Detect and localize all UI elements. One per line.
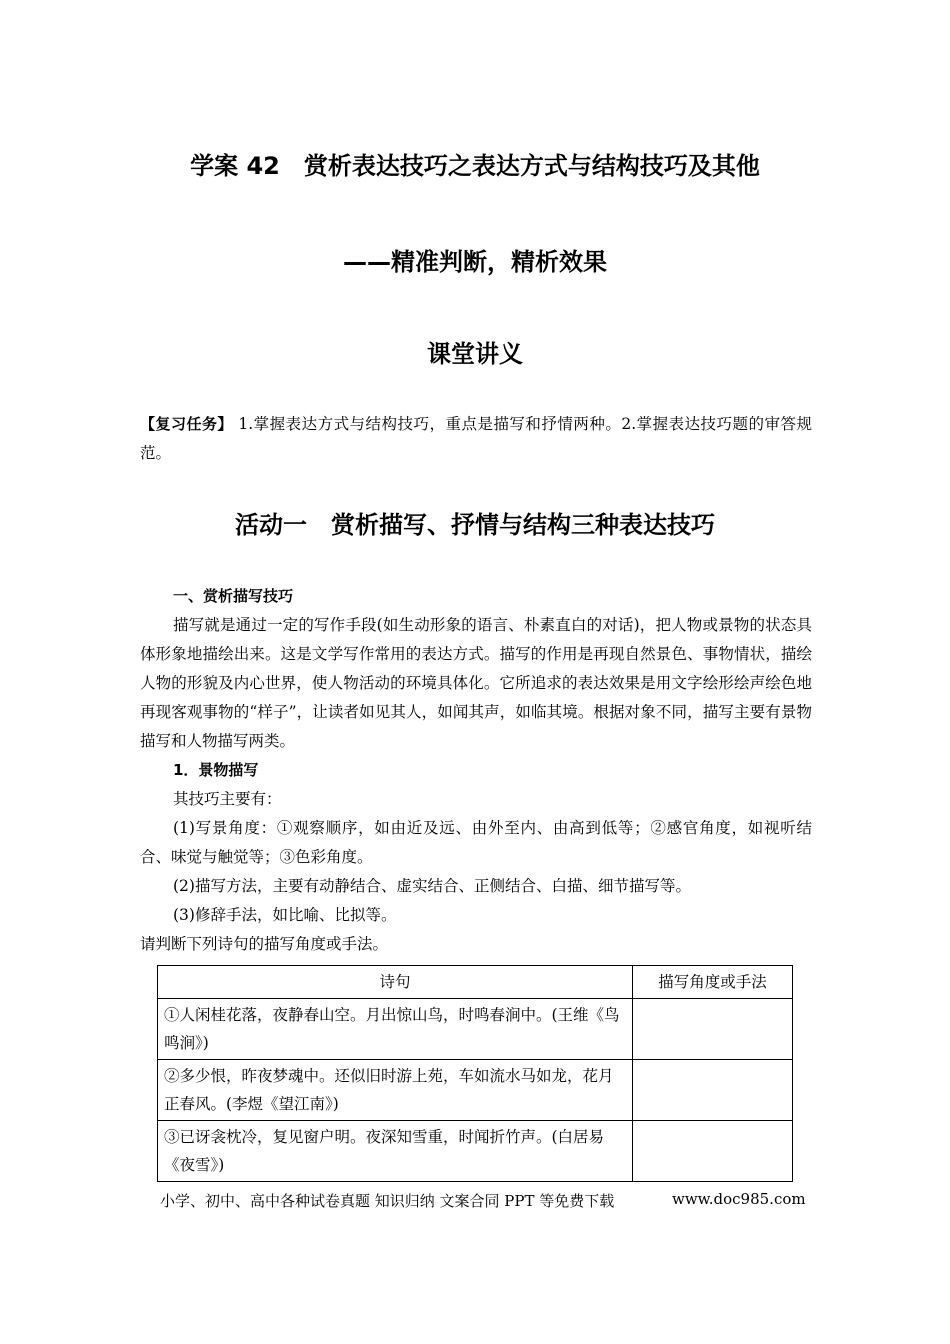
table-row bbox=[158, 1121, 793, 1182]
document-subtitle: ——精准判断，精析效果 bbox=[343, 248, 607, 276]
page-footer bbox=[160, 1190, 806, 1211]
answer-cell bbox=[633, 1121, 793, 1182]
list-item-angle: (1)写景角度：①观察顺序，如由近及远、由外至内、由高到低等；②感官角度，如视听结合、味觉与触觉等；③色彩角度。 bbox=[140, 819, 812, 866]
poem-cell: ③已讶衾枕冷，复见窗户明。夜深知雪重，时闻折竹声。(白居易《夜雪》) bbox=[158, 1121, 633, 1182]
table-header-row bbox=[158, 966, 793, 999]
answer-cell bbox=[633, 999, 793, 1060]
footer-url: www.doc985.com bbox=[672, 1190, 806, 1208]
table-header-poem: 诗句 bbox=[158, 966, 633, 999]
poem-cell: ②多少恨，昨夜梦魂中。还似旧时游上苑，车如流水马如龙，花月正春风。(李煜《望江南》) bbox=[158, 1060, 633, 1121]
table-header-technique: 描写角度或手法 bbox=[633, 966, 793, 999]
poem-cell: ①人闲桂花落，夜静春山空。月出惊山鸟，时鸣春涧中。(王维《鸟鸣涧》) bbox=[158, 999, 633, 1060]
paragraph-skills-intro: 其技巧主要有： bbox=[173, 790, 282, 808]
heading-scenery: 1．景物描写 bbox=[173, 761, 259, 779]
footer-text: 小学、初中、高中各种试卷真题 知识归纳 文案合同 PPT 等免费下载 bbox=[160, 1192, 615, 1210]
paragraph-description: 描写就是通过一定的写作手段(如生动形象的语言、朴素直白的对话)，把人物或景物的状态具体形象地描绘出来。这是文学写作常用的表达方式。描写的作用是再现自然景色、事物情状，描绘人物的形貌及内心世界，使人物活动的环境具体化。它所追求的表达效果是用文字绘形绘声绘色地再现客观事物的“样子”，让读者如见其人，如闻其声，如临其境。根据对象不同，描写主要有景物描写和人物描写两类。 bbox=[140, 616, 812, 750]
review-task-text: 1.掌握表达方式与结构技巧，重点是描写和抒情两种。2.掌握表达技巧题的审答规范。 bbox=[140, 415, 812, 462]
heading-description-skills: 一、赏析描写技巧 bbox=[173, 587, 294, 605]
review-task bbox=[140, 410, 812, 468]
content-body bbox=[140, 582, 812, 959]
poem-table bbox=[157, 965, 793, 1182]
review-task-tag: 【复习任务】 bbox=[140, 415, 233, 433]
table-row bbox=[158, 1060, 793, 1121]
list-item-method: (2)描写方法，主要有动静结合、虚实结合、正侧结合、白描、细节描写等。 bbox=[173, 877, 691, 895]
table-row bbox=[158, 999, 793, 1060]
instruction-text: 请判断下列诗句的描写角度或手法。 bbox=[140, 935, 389, 953]
section-title: 课堂讲义 bbox=[427, 340, 523, 368]
answer-cell bbox=[633, 1060, 793, 1121]
activity-title: 活动一 赏析描写、抒情与结构三种表达技巧 bbox=[235, 511, 715, 539]
list-item-rhetoric: (3)修辞手法，如比喻、比拟等。 bbox=[173, 906, 397, 924]
document-title: 学案 42 赏析表达技巧之表达方式与结构技巧及其他 bbox=[190, 152, 760, 180]
